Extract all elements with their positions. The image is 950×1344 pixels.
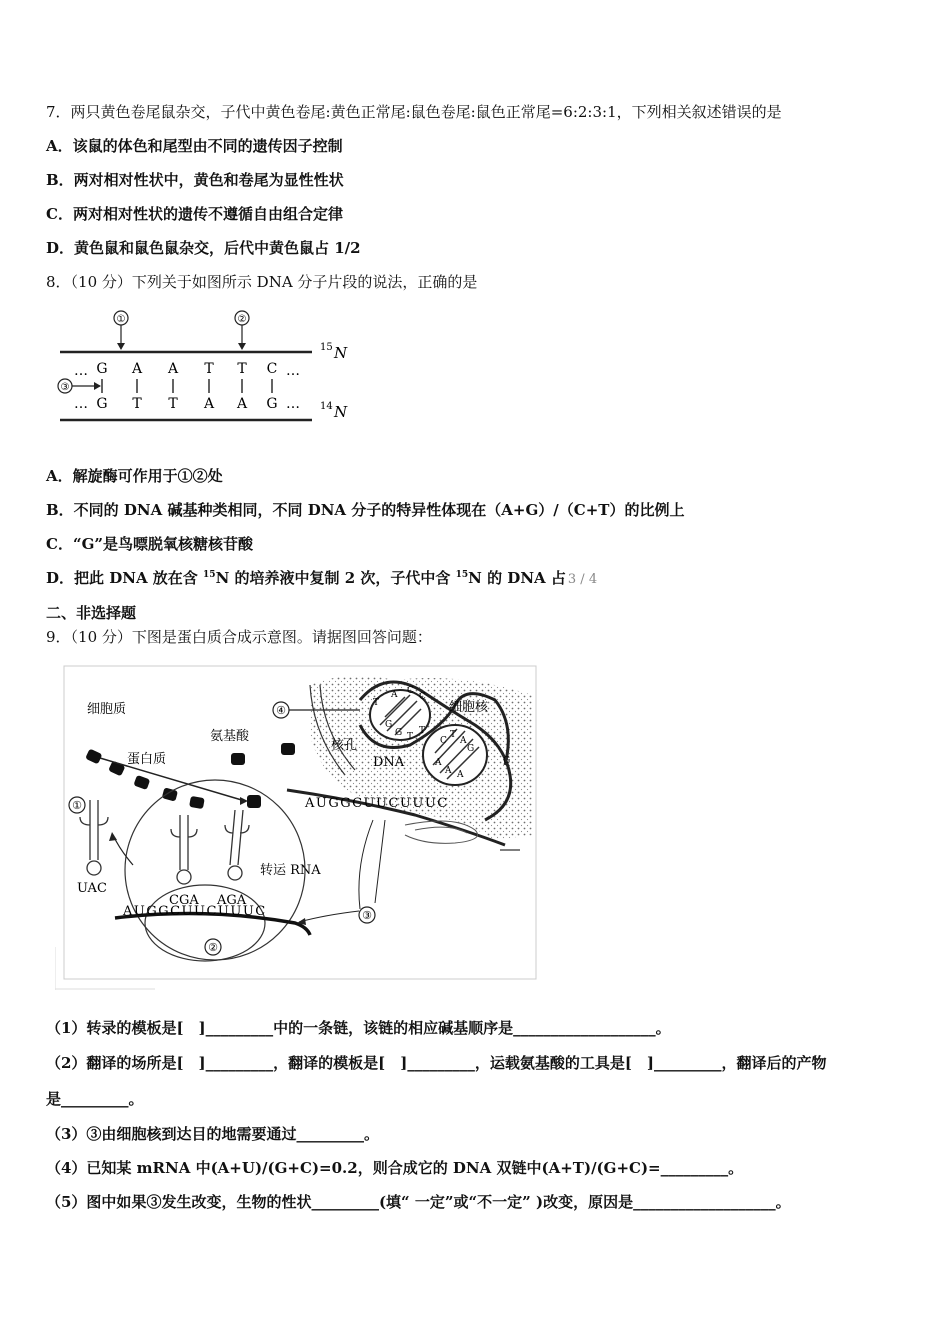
section-2-title: 二、非选择题 [46,604,137,622]
q9-sub-3: （3）③由细胞核到达目的地需要通过_________。 [46,1125,379,1143]
fig-mark-4: ④ [276,704,286,717]
dna-letter: A [435,758,442,768]
ellipsis-bottom-right: … [286,396,300,412]
label-14n-element: N [334,403,348,421]
top-base: T [204,361,214,377]
bottom-base: G [96,396,108,412]
q9-stem: 9．（10 分）下图是蛋白质合成示意图。请据图回答问题： [46,628,432,646]
q8-option-b: B．不同的 DNA 碱基种类相同，不同 DNA 分子的特异性体现在（A+G）/（C+T）的比例上 [46,501,685,519]
q7-option-b: B．两对相对性状中，黄色和卷尾为显性性状 [46,171,344,189]
dna-letter: A [445,766,452,776]
q7-option-a: A．该鼠的体色和尾型由不同的遗传因子控制 [46,137,343,155]
fig-mark-1: ① [72,799,82,812]
label-nucleus: 细胞核 [449,700,489,715]
ellipsis-bottom-left: … [74,396,88,412]
anticodon-3: AGA [217,893,247,908]
q7-option-d: D．黄色鼠和鼠色鼠杂交，后代中黄色鼠占 1/2 [46,239,361,257]
top-base: T [237,361,247,377]
label-14: 14 [320,401,333,412]
label-15n-element: N [334,344,348,362]
mark-1: ① [116,314,126,325]
q7-stem: 7．两只黄色卷尾鼠杂交，子代中黄色卷尾:黄色正常尾:鼠色卷尾:鼠色正常尾=6:2:3:1，下列相关叙述错误的是 [46,103,782,121]
dna-letter: G [395,728,403,738]
bottom-base: T [168,396,178,412]
dna-letter: T [419,726,426,736]
label-nuclear-pore: 核孔 [331,738,358,753]
dna-letter: C [440,736,447,746]
top-base: C [266,361,278,377]
mark-3: ③ [60,382,70,393]
anticodon-1: UAC [77,881,107,896]
q9-sub-5: （5）图中如果③发生改变，生物的性状_________(填“ 一定”或“不一定” )改变，原因是___________________。 [46,1193,791,1211]
ellipsis-top-left: … [74,363,88,379]
label-protein: 蛋白质 [127,752,167,767]
q9-sub-2: （2）翻译的场所是[ ]_________，翻译的模板是[ ]_________，运载氨基酸的工具是[ ]_________，翻译后的产物 [46,1054,827,1072]
dna-letter: A [457,770,464,780]
bottom-base: T [132,396,142,412]
protein-synthesis-figure [55,665,537,990]
top-base: A [131,361,143,377]
q9-sub-2-cont: 是_________。 [46,1090,144,1108]
dna-letter: G [385,720,393,730]
q8-option-a: A．解旋酶可作用于①②处 [46,467,223,485]
label-trna: 转运 RNA [260,863,321,878]
anticodon-2: CGA [169,893,199,908]
mrna-lower: AUGGCUUCUUUC [123,904,267,919]
dna-letter: T [450,730,457,740]
dna-letter: A [391,690,398,700]
mrna-upper: AUGGCUUCUUUC [305,796,449,811]
bottom-base: G [266,396,278,412]
label-dna: DNA [373,755,405,770]
bottom-base: A [236,396,248,412]
label-amino-acid: 氨基酸 [210,729,250,744]
fig-mark-2: ② [208,941,218,954]
ellipsis-top-right: … [286,363,300,379]
top-base: A [167,361,179,377]
top-base: G [96,361,108,377]
dna-bases [96,361,277,412]
label-15: 15 [320,342,333,353]
label-cytoplasm: 细胞质 [87,702,127,717]
dna-letter: C [407,686,414,696]
dna-letter: T [407,732,414,742]
dna-letter: C [419,692,426,702]
dna-fragment-figure [52,305,352,425]
dna-letter: A [460,736,467,746]
fig-mark-3: ③ [362,909,372,922]
q8-option-d: D．把此 DNA 放在含 $^{15}$N 的培养液中复制 2 次，子代中含 $^{15}$N 的 DNA 占 3 / 4 [46,569,598,587]
dna-letter: G [503,756,511,766]
q7-option-c: C．两对相对性状的遗传不遵循自由组合定律 [46,205,343,223]
bottom-base: A [203,396,215,412]
q9-sub-4: （4）已知某 mRNA 中(A+U)/(G+C)=0.2，则合成它的 DNA 双链中(A+T)/(G+C)=_________。 [46,1159,744,1177]
q8-stem: 8．（10 分）下列关于如图所示 DNA 分子片段的说法，正确的是 [46,273,478,291]
dna-letter: T [373,698,380,708]
q9-sub-1: （1）转录的模板是[ ]_________中的一条链，该链的相应碱基顺序是___________________。 [46,1019,671,1037]
mark-2: ② [237,314,247,325]
dna-letter: G [467,744,475,754]
q8-option-d-fraction: 3 / 4 [567,572,598,587]
q8-option-c: C．“G”是鸟嘌脱氧核糖核苷酸 [46,535,254,553]
